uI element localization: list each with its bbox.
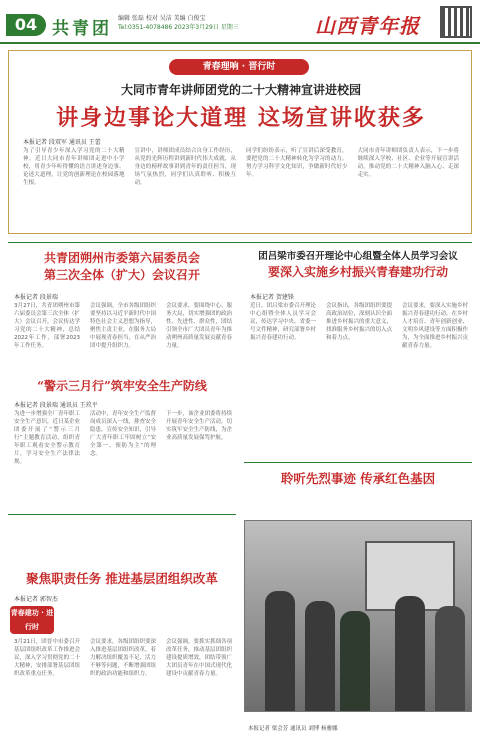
photo-figure — [435, 606, 465, 711]
paragraph: 会议要求，要围绕中心、服务大局，切实增强团的政治性、先进性、群众性，团结引领全市广大团员青年为推动朔州高质量发展贡献青春力量。 — [166, 303, 232, 349]
shuozhou-body — [14, 302, 232, 372]
paragraph: 近日，团吕梁市委召开理论中心组暨全体人员学习会议，传达学习中央、省委一号文件精神，研究部署乡村振兴青春建功行动。 — [250, 303, 316, 341]
lead-kicker: 大同市青年讲师团党的二十大精神宣讲进校园 — [120, 83, 361, 97]
shuozhou-byline: 本报记者 段景瑞 — [14, 294, 58, 301]
shuozhou-title — [8, 250, 236, 284]
lead-paragraph: 同学们纷纷表示，听了宣讲后深受教育，要把党的二十大精神转化为学习的动力，努力学习科学文化知识，争做新时代好少年。 — [246, 148, 348, 178]
policy-byline: 本报记者 贺建锋 — [250, 294, 294, 301]
lead-paragraph: 宣讲中，讲师团成员结合自身工作经历，从党的光辉历程讲到新时代伟大成就，从身边的榜样故事讲到青年的责任担当，现场气氛热烈，同学们认真聆听、积极互动。 — [134, 148, 236, 186]
photo-figure — [340, 611, 370, 711]
paragraph: 3月27日，共青团朔州市第六届委员会第三次全体（扩大）会议召开，会议传达学习党的二十大精神，总结2022年工作，部署2023年工作任务。 — [14, 303, 80, 349]
title-line: 共青团朔州市委第六届委员会 — [43, 251, 200, 265]
bottom-title: 聚焦职责任务 推进基层团组织改革 — [26, 571, 218, 586]
lead-article — [8, 50, 472, 234]
column-badge: 青春建功 · 进行时 — [10, 606, 54, 634]
lead-paragraph: 大同市青年讲师团负责人表示，下一步将继续深入学校、社区、企业等开展宣讲活动，推动党的二十大精神入脑入心、走深走实。 — [357, 148, 459, 178]
title-line: 第三次全体（扩大）会议召开 — [43, 268, 200, 282]
divider — [8, 242, 472, 243]
lead-byline: 本报记者 段双军 通讯员 王蕾 — [23, 139, 101, 146]
date-line: Tel:0351-4078486 2023年3月29日 星期三 — [118, 24, 239, 31]
paragraph: 会议指出，各级团组织要提高政治站位，深刻认识全面推进乡村振兴的重大意义，找准服务乡村振兴的切入点和着力点。 — [326, 303, 392, 341]
paragraph: 会议要求，各级团组织要深入推进基层团组织改革，着力解决组织覆盖不足、活力不够等问题，不断增强团组织的政治功能和组织力。 — [90, 639, 156, 677]
qr-code-icon — [440, 6, 472, 38]
bottom-body — [14, 638, 232, 734]
column-tag: 青春理响 · 晋行时 — [169, 59, 309, 75]
safety-body — [14, 410, 232, 508]
lead-paragraph: 为了引导青少年深入学习党的二十大精神，近日大同市青年讲师团走进中小学校，用青少年听得懂的语言讲述身边事、论述大道理，让党的创新理论在校园落地生根。 — [23, 148, 125, 186]
photo-figure — [305, 601, 335, 711]
photo-figure — [395, 596, 425, 711]
paragraph: 活动中，青年安全生产监督岗成员深入一线，排查安全隐患，宣传安全知识，引导广大青年职工牢固树立“安全第一、预防为主”的理念。 — [90, 411, 156, 457]
masthead-meta — [118, 14, 239, 32]
photo-credit: 本报记者 梁会芳 通讯员 刘博 杨雅娜 — [248, 726, 338, 732]
bottom-byline: 本报记者 郭智杰 — [14, 596, 58, 603]
paragraph: 3月21日，团晋中市委召开基层团组织改革工作推进会议，深入学习贯彻党的二十大精神，安排部署基层团组织改革重点任务。 — [14, 639, 80, 677]
paragraph: 为进一步增强全厂青年职工安全生产意识，近日某企业团委开展了“警示三月行”主题教育活动，组织青年职工观看安全警示教育片，学习安全生产法律法规。 — [14, 411, 80, 465]
safety-title: “警示三月行”筑牢安全生产防线 — [37, 379, 207, 393]
lead-title: 讲身边事论大道理 这场宣讲收获多 — [56, 105, 426, 131]
paragraph: 会议要求，要深入实施乡村振兴青春建功行动，在乡村人才培育、青年创新创业、文明乡风建设等方面积极作为，为全面推进乡村振兴贡献青春力量。 — [402, 303, 468, 349]
safety-byline: 本报记者 段景瑞 通讯员 王玖平 — [14, 402, 98, 409]
paragraph: 会议强调，要抓实抓细各项改革任务，推动基层团组织建设提质增效，团结带领广大团员青年在中国式现代化建设中贡献青春力量。 — [166, 639, 232, 677]
policy-title — [244, 250, 472, 281]
lead-body — [23, 147, 459, 229]
divider — [8, 514, 236, 515]
news-photo — [244, 520, 472, 712]
section-name: 共青团 — [52, 19, 112, 39]
photo-article-title: 聆听先烈事迹 传承红色基因 — [280, 471, 436, 486]
policy-body — [250, 302, 468, 452]
divider — [244, 462, 472, 463]
masthead — [0, 0, 480, 44]
page-number: 04 — [6, 14, 46, 36]
photo-figure — [265, 591, 295, 711]
title-line: 要深入实施乡村振兴青春建功行动 — [267, 265, 448, 279]
paper-logo: 山西青年报 — [315, 14, 420, 38]
title-line: 团吕梁市委召开理论中心组暨全体人员学习会议 — [258, 251, 458, 262]
editors-line: 编辑 张磊 校对 吴洁 美编 白俊宝 — [118, 15, 206, 22]
paragraph: 会议强调，全市各级团组织要坚持以习近平新时代中国特色社会主义思想为指导，聚焦主责主业，在服务大局中展现青春担当，在从严治团中提升组织力。 — [90, 303, 156, 349]
paragraph: 下一步，该企业团委将持续开展青年安全生产活动，切实筑牢安全生产防线，为企业高质量发展保驾护航。 — [166, 411, 232, 441]
